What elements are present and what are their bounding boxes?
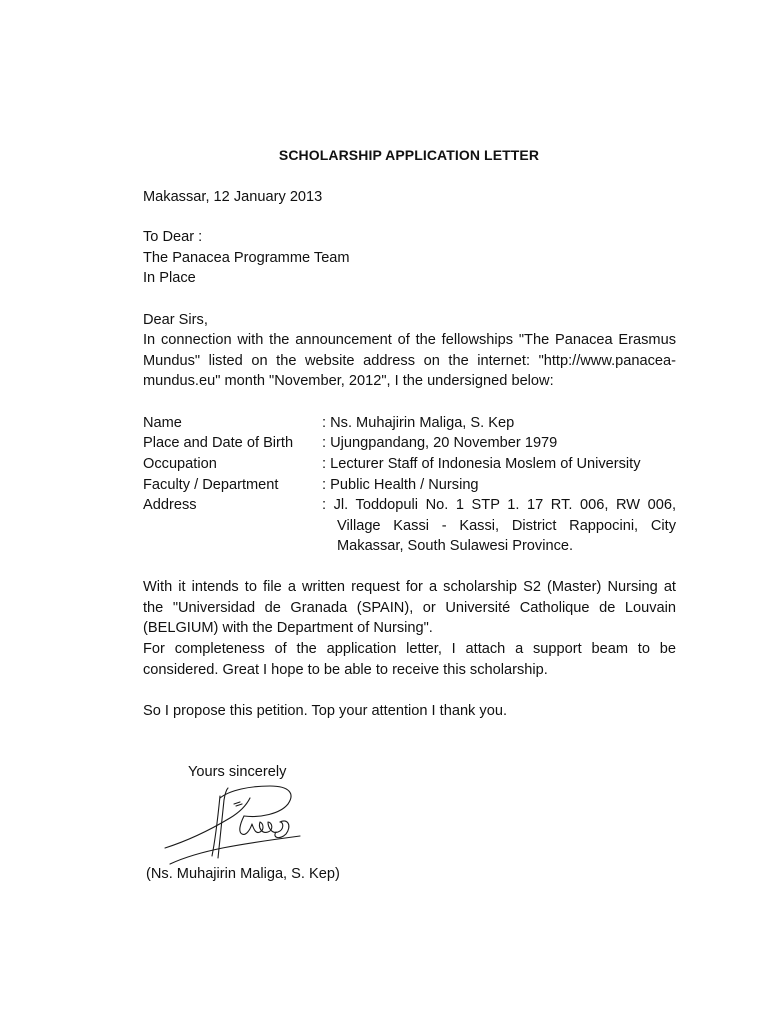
letter-title: SCHOLARSHIP APPLICATION LETTER xyxy=(278,147,540,163)
sign-off: Yours sincerely xyxy=(188,764,287,780)
recipient-line-3: In Place xyxy=(143,270,196,286)
request-line: For completeness of the application letter, I attach a support beam to be xyxy=(143,641,676,658)
recipient-line-1: To Dear : xyxy=(143,229,203,245)
request-paragraph xyxy=(143,577,676,681)
field-value-birth: : Ujungpandang, 20 November 1979 xyxy=(322,435,558,451)
intro-line: In connection with the announcement of the fellowships "The Panacea Erasmus xyxy=(143,332,676,348)
intro-line: mundus.eu" month "November, 2012", I the undersigned below: xyxy=(143,373,554,390)
salutation: Dear Sirs, xyxy=(143,312,208,328)
intro-paragraph xyxy=(143,330,676,392)
field-label-faculty: Faculty / Department xyxy=(143,477,279,493)
signature-name: (Ns. Muhajirin Maliga, S. Kep) xyxy=(146,866,340,882)
field-label-name: Name xyxy=(143,415,182,431)
field-value-occupation: : Lecturer Staff of Indonesia Moslem of University xyxy=(322,456,641,472)
signature-image xyxy=(160,778,310,868)
request-line: considered. Great I hope to be able to receive this scholarship. xyxy=(143,661,548,678)
intro-line: Mundus" listed on the website address on the internet: "http://www.panacea- xyxy=(143,352,676,369)
request-line: With it intends to file a written request for a scholarship S2 (Master) Nursing at xyxy=(143,579,676,595)
field-label-occupation: Occupation xyxy=(143,456,217,472)
field-value-address xyxy=(322,495,676,557)
field-label-birth: Place and Date of Birth xyxy=(143,435,294,451)
closing-line: So I propose this petition. Top your attention I thank you. xyxy=(143,703,507,719)
address-line: : Jl. Toddopuli No. 1 STP 1. 17 RT. 006, RW 006, xyxy=(322,497,676,513)
place-date: Makassar, 12 January 2013 xyxy=(143,189,323,205)
address-line: Village Kassi - Kassi, District Rappocini, City xyxy=(337,517,676,534)
field-value-faculty: : Public Health / Nursing xyxy=(322,477,479,493)
field-value-name: : Ns. Muhajirin Maliga, S. Kep xyxy=(322,415,515,431)
request-line: (BELGIUM) with the Department of Nursing". xyxy=(143,620,433,637)
request-line: the "Universidad de Granada (SPAIN), or Université Catholique de Louvain xyxy=(143,599,676,616)
field-label-address: Address xyxy=(143,497,197,513)
address-line: Makassar, South Sulawesi Province. xyxy=(337,538,574,555)
recipient-line-2: The Panacea Programme Team xyxy=(143,250,350,266)
